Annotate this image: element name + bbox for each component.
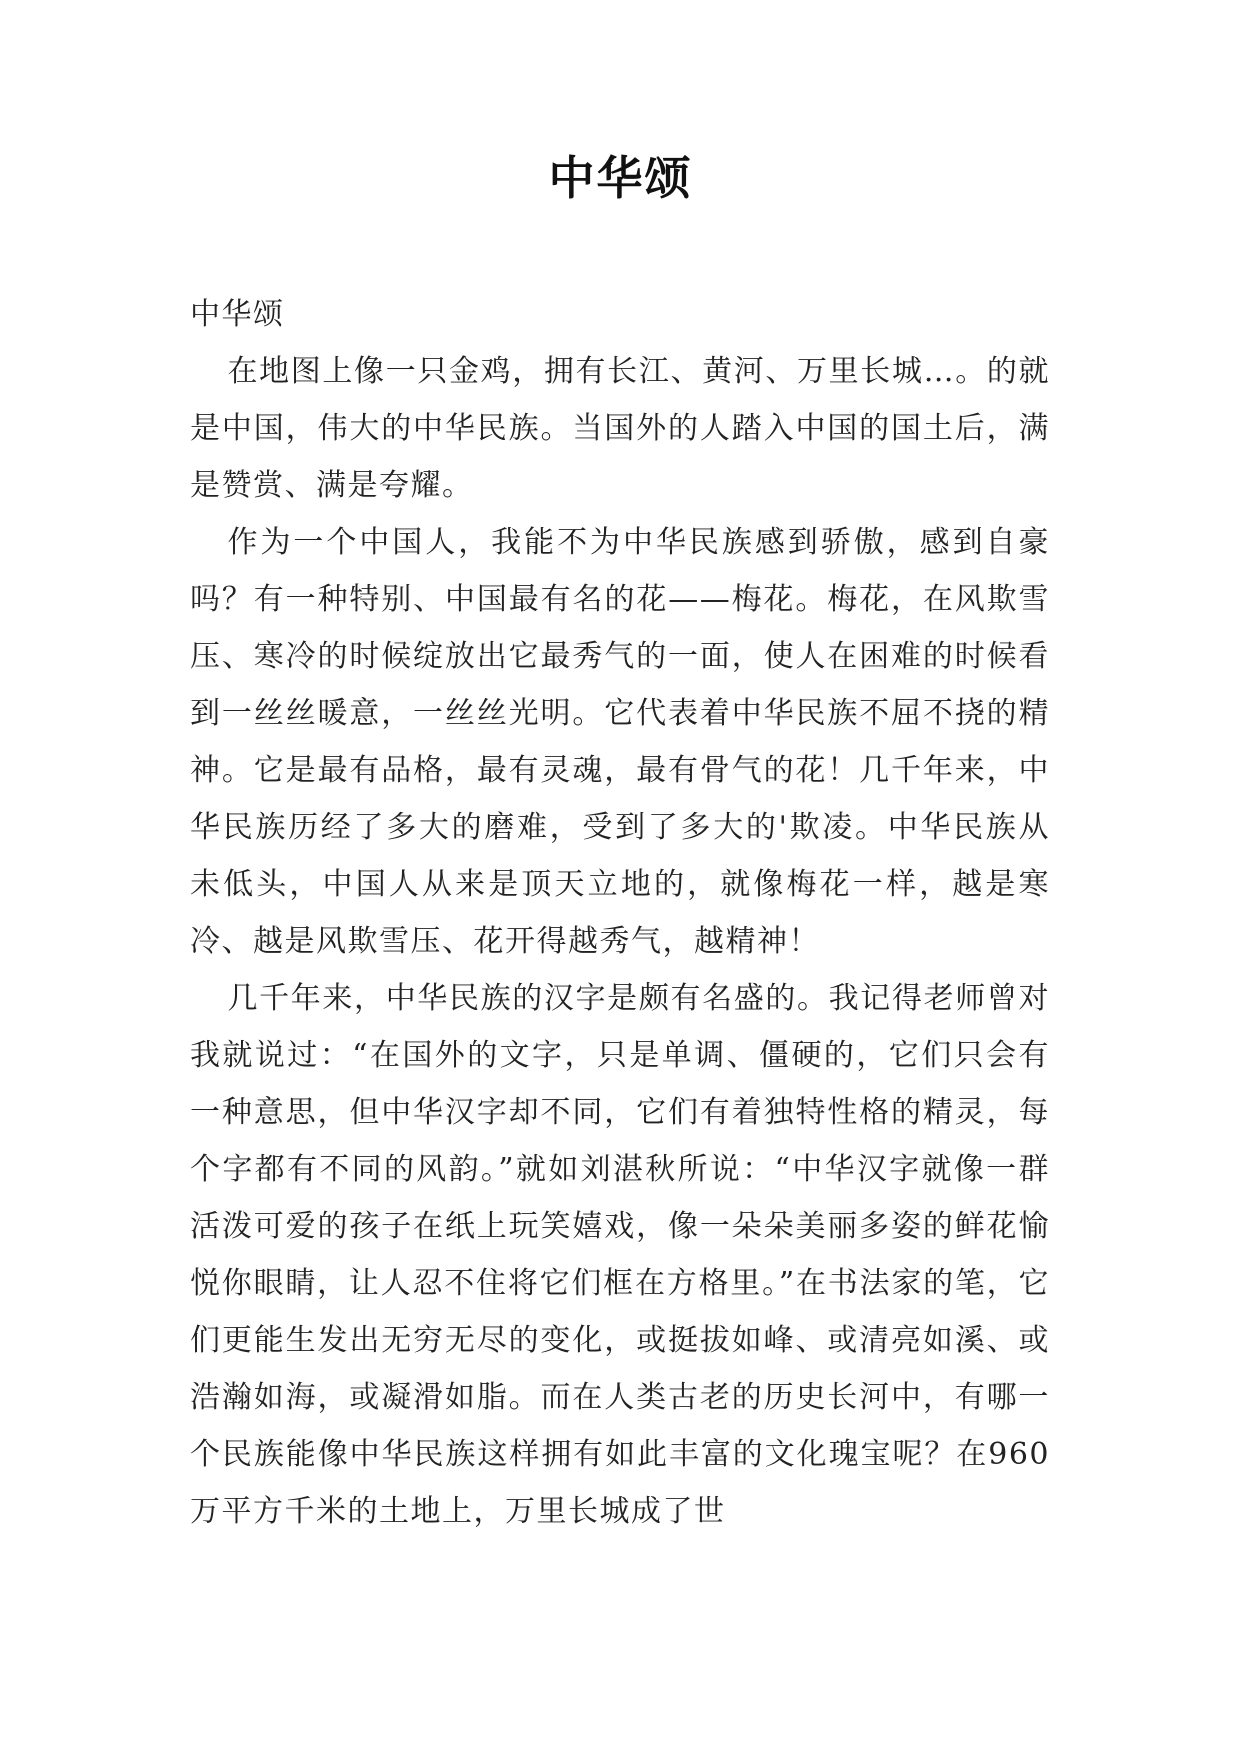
document-subtitle: 中华颂 — [190, 297, 285, 332]
document-body — [190, 286, 1050, 1540]
paragraph-1: 在地图上像一只金鸡，拥有长江、黄河、万里长城…。的就是中国，伟大的中华民族。当国外的人踏入中国的国土后，满是赞赏、满是夸耀。 — [190, 354, 1050, 503]
paragraph-3: 几千年来，中华民族的汉字是颇有名盛的。我记得老师曾对我就说过：“在国外的文字，只是单调、僵硬的，它们只会有一种意思，但中华汉字却不同，它们有着独特性格的精灵，每个字都有不同的风韵。”就如刘湛秋所说：“中华汉字就像一群活泼可爱的孩子在纸上玩笑嬉戏，像一朵朵美丽多姿的鲜花愉悦你眼睛，让人忍不住将它们框在方格里。”在书法家的笔，它们更能生发出无穷无尽的变化，或挺拔如峰、或清亮如溪、或浩瀚如海，或凝滑如脂。而在人类古老的历史长河中，有哪一个民族能像中华民族这样拥有如此丰富的文化瑰宝呢？在960万平方千米的土地上，万里长城成了世 — [190, 981, 1050, 1529]
paragraph-2: 作为一个中国人，我能不为中华民族感到骄傲，感到自豪吗？有一种特别、中国最有名的花——梅花。梅花，在风欺雪压、寒冷的时候绽放出它最秀气的一面，使人在困难的时候看到一丝丝暖意，一丝丝光明。它代表着中华民族不屈不挠的精神。它是最有品格，最有灵魂，最有骨气的花！几千年来，中华民族历经了多大的磨难，受到了多大的'欺凌。中华民族从未低头，中国人从来是顶天立地的，就像梅花一样，越是寒冷、越是风欺雪压、花开得越秀气，越精神！ — [190, 525, 1050, 959]
document-title: 中华颂 — [548, 151, 693, 205]
